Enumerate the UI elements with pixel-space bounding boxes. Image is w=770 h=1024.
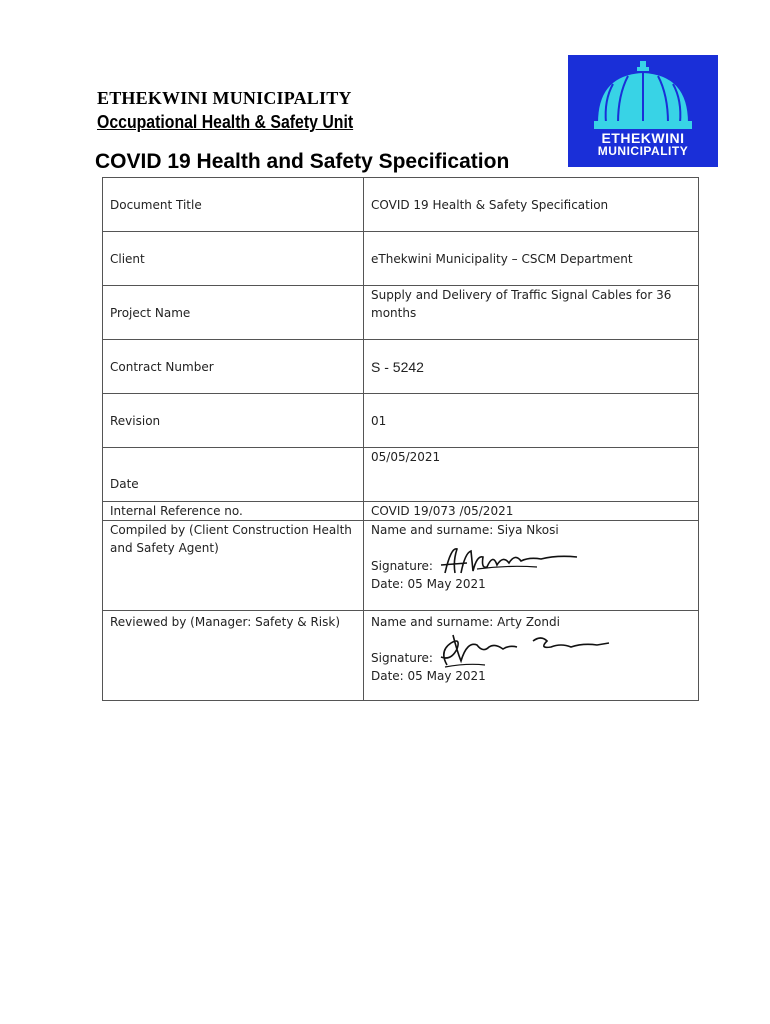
row-label: Project Name [103, 286, 364, 340]
table-row [103, 611, 699, 701]
contract-number-value: S - 5242 [364, 340, 699, 394]
table-row [103, 448, 699, 502]
reviewed-date: Date: 05 May 2021 [371, 669, 486, 683]
row-label: Contract Number [103, 340, 364, 394]
reviewed-by-cell [364, 611, 699, 701]
row-label: Compiled by (Client Construction Health and Safety Agent) [103, 521, 364, 611]
row-value: eThekwini Municipality – CSCM Department [364, 232, 699, 286]
row-label: Reviewed by (Manager: Safety & Risk) [103, 611, 364, 701]
compiled-date: Date: 05 May 2021 [371, 577, 486, 591]
table-row [103, 394, 699, 448]
table-row [103, 232, 699, 286]
specification-table [102, 177, 699, 701]
signature-siya-nkosi [437, 543, 587, 577]
logo-text-line2: MUNICIPALITY [597, 144, 689, 158]
unit-name: Occupational Health & Safety Unit [97, 112, 354, 132]
table-row [103, 178, 699, 232]
table-row [103, 340, 699, 394]
row-value: 05/05/2021 [364, 448, 699, 502]
reviewed-name: Name and surname: Arty Zondi [371, 615, 560, 629]
row-label: Internal Reference no. [103, 502, 364, 521]
row-value: COVID 19 Health & Safety Specification [364, 178, 699, 232]
table-row [103, 502, 699, 521]
document-heading: COVID 19 Health and Safety Specification [95, 150, 510, 173]
table-row [103, 286, 699, 340]
row-label: Revision [103, 394, 364, 448]
signature-label: Signature: [371, 559, 433, 573]
row-label: Client [103, 232, 364, 286]
ethekwini-logo [568, 55, 718, 167]
row-label: Date [103, 448, 364, 502]
compiled-by-cell [364, 521, 699, 611]
row-label: Document Title [103, 178, 364, 232]
signature-arty-zondi [437, 631, 627, 669]
table-row [103, 521, 699, 611]
row-value: 01 [364, 394, 699, 448]
row-value: COVID 19/073 /05/2021 [364, 502, 699, 521]
signature-label: Signature: [371, 651, 433, 665]
compiled-name: Name and surname: Siya Nkosi [371, 523, 559, 537]
organization-name: ETHEKWINI MUNICIPALITY [97, 88, 352, 108]
row-value: Supply and Delivery of Traffic Signal Cables for 36 months [364, 286, 699, 340]
logo-text-line1: ETHEKWINI [601, 130, 685, 146]
